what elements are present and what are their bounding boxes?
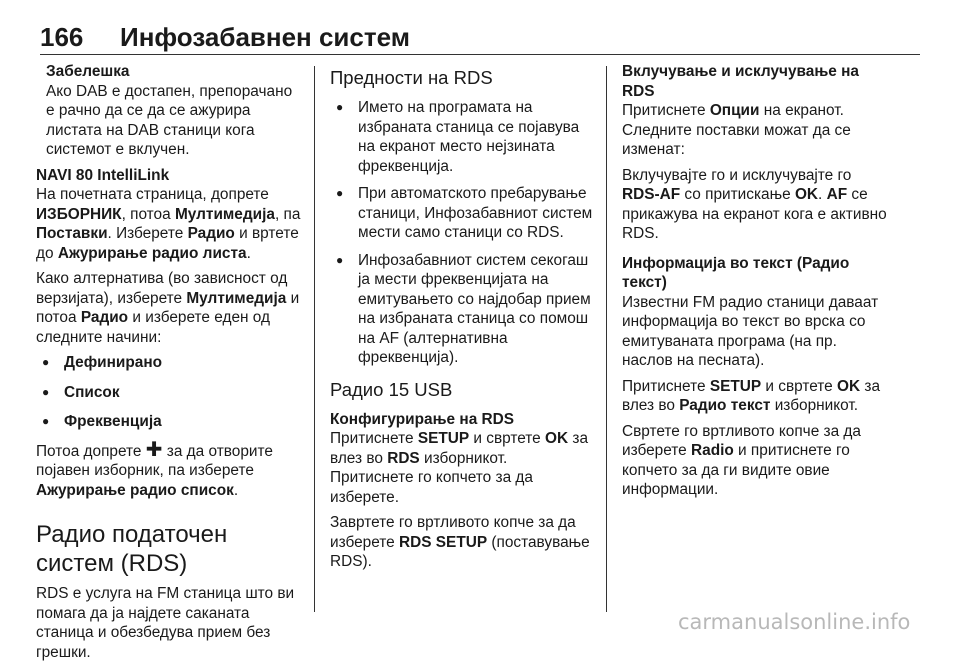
page-header: [40, 22, 920, 52]
list-item: ● Инфозабавниот систем секогаш ја мести фреквенцијата на емитувањето со најдобар прием на избраната станица со помош на AF (алтернативна фреквенција).: [330, 251, 596, 368]
rds-section-heading: Радио податочен систем (RDS): [36, 521, 228, 577]
list-item: ● Дефинирано: [36, 353, 302, 373]
column-divider: [606, 66, 607, 612]
rds-advantages-heading: Предности на RDS: [330, 67, 493, 88]
navi-paragraph-3: Потоа допрете ✚ за да отворите појавен изборник, па изберете Ажурирање радио список.: [36, 438, 273, 499]
page-title: Инфозабавнен систем: [120, 22, 410, 52]
advantages-list: [330, 98, 596, 368]
note-line: системот е вклучен.: [46, 141, 190, 158]
config-paragraph-2: Завртете го вртливото копче за да изберете RDS SETUP (поставување RDS).: [330, 514, 590, 570]
rds-description: RDS е услуга на FM станица што ви помага да ја најдете саканата станица и обезбедува прием без грешки.: [36, 585, 295, 661]
config-paragraph-1: Притиснете SETUP и свртете OK за влез во RDS изборникот.: [330, 430, 589, 467]
radio-text-heading: Информација во текст (Радио текст): [622, 254, 850, 291]
header-divider: [40, 54, 920, 55]
radio-text-paragraph-1: Известни FM радио станици даваат информација во текст во врска со емитуваната програма (на пр. наслов на песната).: [622, 293, 879, 369]
list-item: ● При автоматското пребарување станици, Инфозабавниот систем мести само станици со RDS.: [330, 184, 596, 243]
navi-heading: NAVI 80 IntelliLink: [36, 166, 170, 184]
column-3: [622, 62, 888, 506]
rds-config-heading: Конфигурирање на RDS: [330, 410, 515, 428]
column-2: [330, 62, 596, 578]
page-number: 166: [40, 22, 84, 52]
watermark: carmanualsonline.info: [678, 610, 911, 634]
navi-paragraph-2: Како алтернатива (во зависност од верзијата), изберете Мултимедија и потоа Радио и изберете еден од следните начини:: [36, 270, 300, 346]
navi-paragraph-1: На почетната страница, допрете ИЗБОРНИК, потоа Мултимедија, па Поставки. Изберете Радио и вртете до Ажурирање радио листа.: [36, 186, 301, 262]
note-title: Забелешка: [46, 63, 130, 80]
list-item: ● Фреквенција: [36, 412, 302, 432]
column-1: [36, 62, 302, 668]
note-line: Ако DAB е достапен, препорачано: [46, 82, 293, 100]
radio-text-paragraph-3: Свртете го вртливото копче за да изберете Radio и притиснете го копчето за да ги видите овие информации.: [622, 422, 861, 498]
radio-text-paragraph-2: Притиснете SETUP и свртете OK за влез во Радио текст изборникот.: [622, 377, 881, 414]
options-list: [36, 353, 302, 432]
note-line: е рачно да се да се ажурира: [46, 102, 251, 119]
radio-usb-heading: Радио 15 USB: [330, 378, 453, 400]
list-item: ● Името на програмата на избраната станица се појавува на екранот место нејзината фреквенција.: [330, 98, 596, 176]
column-divider: [314, 66, 315, 612]
onoff-paragraph-2: Вклучувајте го и исклучувајте го RDS-AF со притискање OK. AF се прикажува на екранот кога е активно RDS.: [622, 166, 887, 242]
rds-onoff-heading: Вклучување и исклучување на RDS: [622, 63, 859, 100]
config-paragraph-1b: Притиснете го копчето за да изберете.: [330, 469, 533, 506]
onoff-paragraph-1: Притиснете Опции на екранот. Следните поставки можат да се изменат:: [622, 102, 851, 158]
plus-icon: ✚: [145, 438, 163, 461]
note-box: [46, 62, 302, 160]
list-item: ● Список: [36, 383, 302, 403]
note-line: листата на DAB станици кога: [46, 121, 255, 139]
